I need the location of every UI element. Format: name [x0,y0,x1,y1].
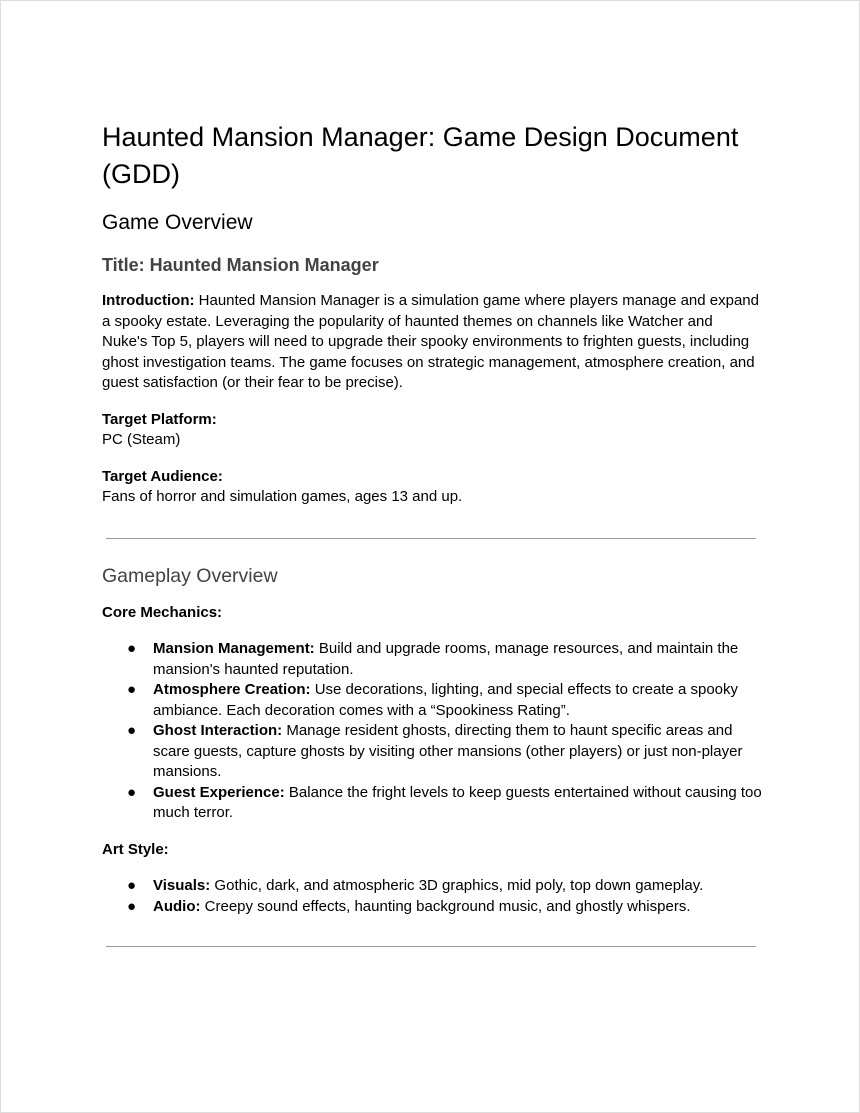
list-item-label: Ghost Interaction: [153,722,283,739]
bullet-icon: ● [127,681,137,698]
target-platform-value: PC (Steam) [102,431,181,448]
list-item-text: Creepy sound effects, haunting background music, and ghostly whispers. [200,897,691,915]
list-item-text: Use decorations, lighting, and special effects to create a spooky ambiance. Each decoration comes with a “Spookiness Rating”. [153,681,739,719]
list-item [102,897,762,918]
document-body [102,119,762,947]
introduction-text: Haunted Mansion Manager is a simulation game where players manage and expand a spooky estate. Leveraging the popularity of haunted themes on channels like Watcher and Nuke's Top 5, players will need to upgrade their spooky environments to frighten guests, including ghost investigation teams. The game focuses on strategic management, atmosphere creation, and guest satisfaction (or their fear to be precise). [102,292,759,391]
target-audience-label: Target Audience: [102,467,223,485]
list-item [102,639,762,680]
introduction-label: Introduction: [102,292,195,309]
list-item [102,876,762,897]
art-style-label: Art Style: [102,840,169,858]
game-title-heading: Title: Haunted Mansion Manager [102,255,379,275]
list-item-text: Gothic, dark, and atmospheric 3D graphics, mid poly, top down gameplay. [210,877,704,894]
document-title: Haunted Mansion Manager: Game Design Document (GDD) [102,122,739,189]
list-item-text: Build and upgrade rooms, manage resources, and maintain the mansion's haunted reputation. [153,640,739,678]
target-platform-block [102,410,762,451]
target-audience-block [102,467,762,508]
introduction-paragraph [102,291,762,394]
bullet-icon: ● [127,722,137,739]
target-audience-value: Fans of horror and simulation games, ages 13 and up. [102,488,463,505]
horizontal-divider [106,946,756,947]
core-mechanics-label: Core Mechanics: [102,603,223,621]
list-item [102,783,762,824]
bullet-icon: ● [127,640,137,657]
bullet-icon: ● [127,877,137,894]
list-item-label: Guest Experience: [153,783,285,801]
list-item-text: Balance the fright levels to keep guests entertained without causing too much terror. [153,783,762,821]
core-mechanics-list [102,639,762,824]
list-item [102,680,762,721]
target-platform-label: Target Platform: [102,410,217,428]
list-item-label: Atmosphere Creation: [153,681,311,698]
horizontal-divider [106,538,756,539]
list-item-text: Manage resident ghosts, directing them to haunt specific areas and scare guests, capture ghosts by visiting other mansions (other players) or just non-player mansions. [153,722,743,780]
gameplay-overview-heading: Gameplay Overview [102,564,278,587]
bullet-icon: ● [127,783,137,801]
list-item [102,721,762,783]
list-item-label: Mansion Management: [153,640,315,657]
art-style-list [102,876,762,917]
list-item-label: Audio: [153,897,201,915]
list-item-label: Visuals: [153,877,211,894]
game-overview-heading: Game Overview [102,211,253,234]
bullet-icon: ● [127,897,137,915]
